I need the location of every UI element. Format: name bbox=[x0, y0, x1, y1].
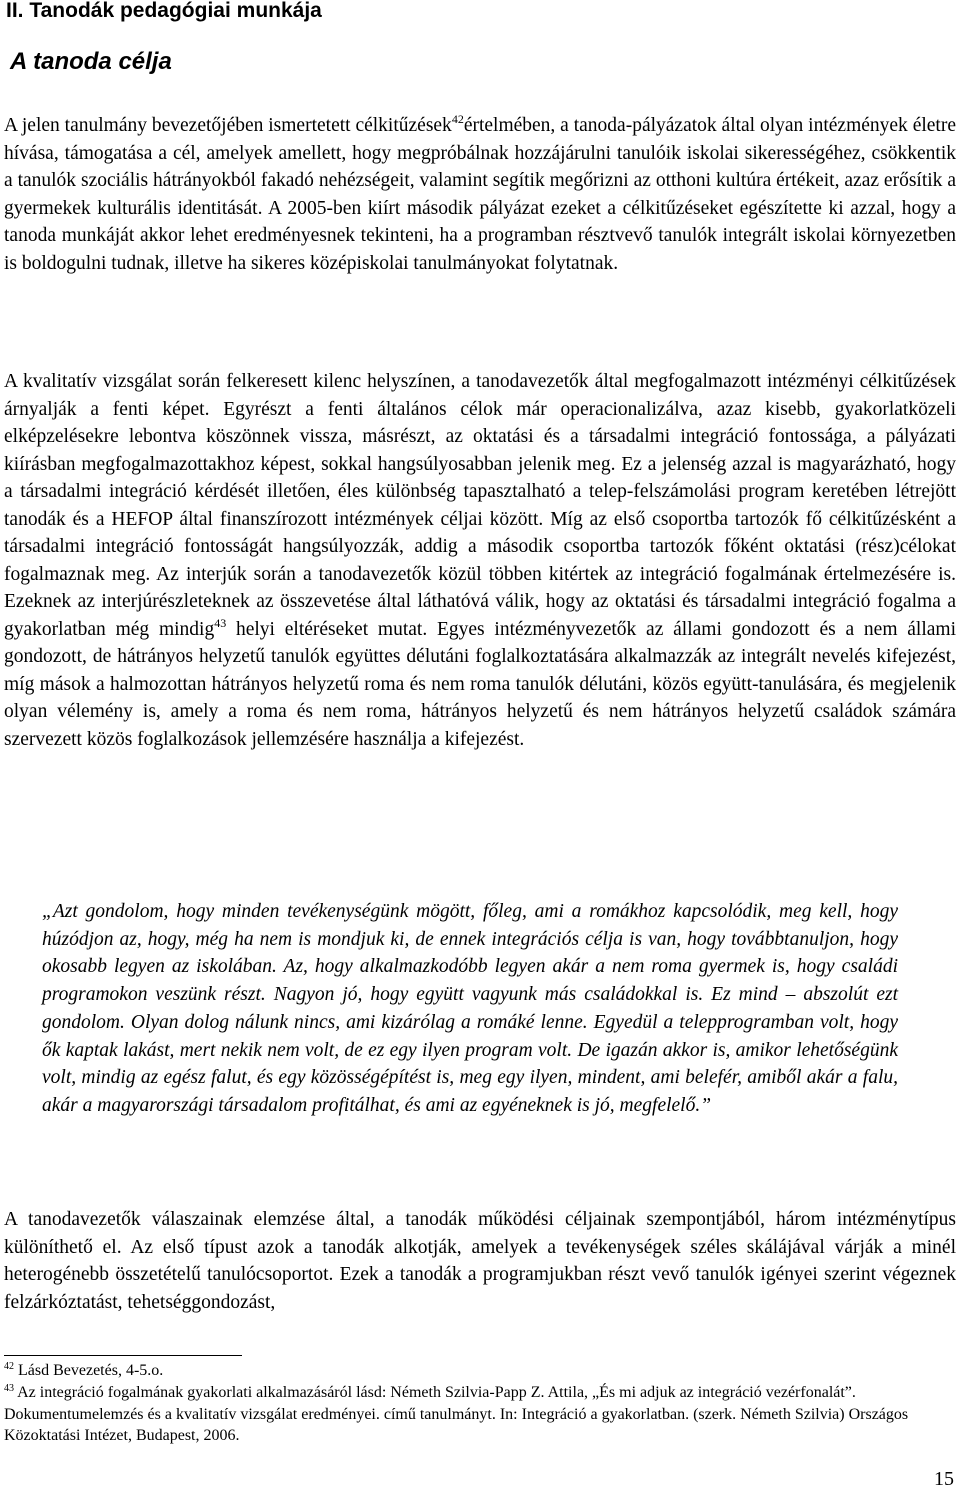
footnote-separator bbox=[4, 1355, 242, 1356]
footnote-42 bbox=[4, 1360, 956, 1382]
footnote-text: Az integráció fogalmának gyakorlati alkalmazásáról lásd: Németh Szilvia-Papp Z. Attila, „És mi adjuk az integráció vezérfonalát”. Dokumentumelemzés és a kvalitatív vizsgálat eredményei. című tanulmányt. In: Integráció a gyakorlatban. (szerk. Németh Szilvia) Országos Közoktatási Intézet, Budapest, 2006. bbox=[4, 1384, 909, 1444]
footnote-text: Lásd Bevezetés, 4-5.o. bbox=[14, 1362, 164, 1379]
footnote-ref-42: 42 bbox=[451, 112, 464, 126]
paragraph-qualitative-text-end: helyi eltéréseket mutat. Egyes intézményvezetők az állami gondozott és a nem állami gondozott, de hátrányos helyzetű tanulók együttes délutáni foglalkoztatására alkalmazzák az integrált nevelés kifejezést, míg mások a halmozottan hátrányos helyzetű roma és nem roma tanulók délutáni, közös együtt-tanulására, és megjelenik olyan vélemény is, amely a roma és nem roma, hátrányos helyzetű és nem hátrányos helyzetű családok számára szervezett közös foglalkozások jellemzésére használja a kifejezést. bbox=[4, 618, 957, 750]
section-title: A tanoda célja bbox=[10, 48, 172, 75]
chapter-title: II. Tanodák pedagógiai munkája bbox=[6, 0, 322, 22]
page-number: 15 bbox=[934, 1468, 954, 1490]
paragraph-intro-text-start: A jelen tanulmány bevezetőjében ismertetett célkitűzések bbox=[4, 115, 452, 136]
paragraph-types: A tanodavezetők válaszainak elemzése által, a tanodák működési céljainak szempontjából, három intézménytípus különíthető el. Az első típust azok a tanodák alkotják, amelyek a tevékenységek széles skálájával várják a minél heterogénebb összetételű tanulócsoportot. Ezek a tanodák a programjukban részt vevő tanulók igényei szerint végeznek felzárkóztatást, tehetséggondozást, bbox=[4, 1209, 956, 1313]
footnote-number: 42 bbox=[4, 1361, 14, 1372]
paragraph-qualitative-text-start: A kvalitatív vizsgálat során felkeresett kilenc helyszínen, a tanodavezetők által megfogalmazott intézményi célkitűzések árnyalják a fenti képet. Egyrészt a fenti általános célok már operacionalizálva, azaz kisebb, gyakorlatközeli elképzelésekre lebontva köszönnek vissza, másrészt, az oktatási és a társadalmi integráció fontossága, a pályázati kiírásban megfogalmazottakhoz képest, sokkal hangsúlyosabban jelenik meg. Ez a jelenség azzal is magyarázható, hogy a társadalmi integráció kérdését illetően, éles különbség tapasztalható a telep-felszámolási program keretében létrejött tanodák és a HEFOP által finanszírozott intézmények céljai között. Míg az első csoportba tartozók fő célkitűzésként a társadalmi integráció fontosságát hangsúlyozzák, addig a második csoportba tartozók főként oktatási (rész)célokat fogalmaznak meg. Az interjúk során a tanodavezetők közül többen kitértek az integráció fogalmának értelmezésére is. Ezeknek az interjúrészleteknek az összevetése által láthatóvá válik, hogy az oktatási és társadalmi integráció fogalma a gyakorlatban még mindig bbox=[4, 371, 956, 640]
paragraph-intro bbox=[4, 112, 956, 277]
footnote-number: 43 bbox=[4, 1383, 14, 1394]
interview-quote: „Azt gondolom, hogy minden tevékenységünk mögött, főleg, ami a romákhoz kapcsolódik, meg kell, hogy húzódjon az, hogy, még ha nem is mondjuk ki, de ennek integrációs célja is van, hogy továbbtanuljon, hogy okosabb legyen az iskolában. Az, hogy alkalmazkodóbb legyen akár a nem roma gyermek is, hogy családi programokon veszünk részt. Nagyon jó, hogy együtt vagyunk más családokkal is. Ez mind – abszolút ezt gondolom. Olyan dolog nálunk nincs, ami kizárólag a romáké lenne. Egyedül a telepprogramban volt, hogy ők kaptak lakást, mert nekik nem volt, de ez egy ilyen program volt. De igazán akkor is, amikor lehetőségünk volt, mindig az egész falut, és egy közösségépítést is, meg egy ilyen, mindent, ami belefér, amiből akár a falu, akár a magyarországi társadalom profitálhat, és ami az egyéneknek is jó, megfelelő.” bbox=[42, 901, 898, 1116]
footnote-ref-43: 43 bbox=[214, 615, 227, 630]
paragraph-qualitative bbox=[4, 368, 956, 753]
paragraph-intro-text-end: értelmében, a tanoda-pályázatok által olyan intézmények életre hívása, támogatása a cél, amelyek amellett, hogy megpróbálnak hozzájárulni tanulóik iskolai sikerességéhez, csökkentik a tanulók szociális hátrányokból fakadó nehézségeit, valamint segítik megőrizni az otthoni kultúra értékeit, azaz erősítik a gyermekek kulturális identitását. A 2005-ben kiírt második pályázat ezeket a célkitűzéseket egészítette ki azzal, hogy a tanoda munkáját akkor lehet eredményesnek tekinteni, ha a programban résztvevő tanulók integrált iskolai környezetben is boldogulni tudnak, illetve ha sikeres középiskolai tanulmányokat folytatnak. bbox=[4, 115, 956, 274]
footnote-43 bbox=[4, 1382, 956, 1447]
